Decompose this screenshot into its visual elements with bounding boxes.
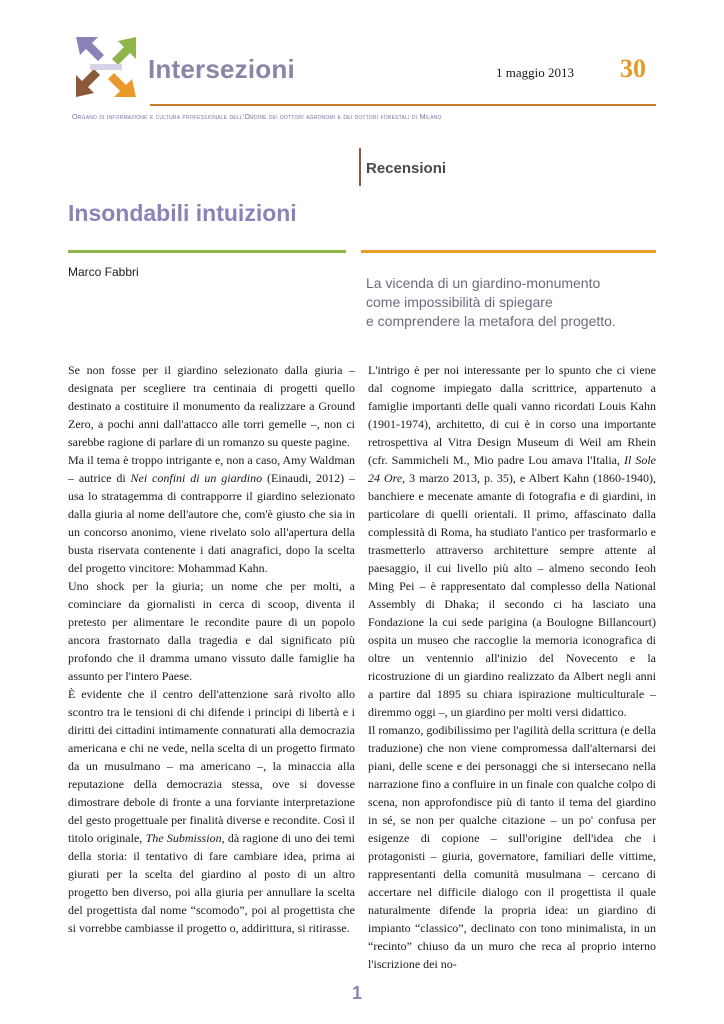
newspaper-title: Il Sole 24 Ore	[368, 453, 656, 485]
brand-title: Intersezioni	[148, 54, 295, 84]
title-rule	[68, 250, 346, 253]
paragraph: L'intrigo è per noi interessante per lo spunto che ci viene dal cognome impiegato dalla scrittrice, appartenuto a famiglie importanti delle quali vanno ricordati Louis Kahn (1901-1974), architetto, di cui è in corso una importante retrospettiva al Vitra Design Museum di Weil am Rhein (cfr. Sammicheli M., Mio padre Lou amava l'Italia, Il Sole 24 Ore, 3 marzo 2013, p. 35), e Albert Kahn (1860-1940), banchiere e mecenate amante di fotografia e di giardini, in particolare di quelli orientali. Il primo, affascinato dalla complessità di Roma, ha studiato l'antico per trasformarlo e trasmetterlo attraverso architetture sempre attente al paesaggio, il cui livello più alto – almeno secondo Ieoh Ming Pei – è rappresentato dal complesso della National Assembly di Dhaka; il secondo ci ha lasciato una Fondazione la cui sede parigina (a Boulogne Billancourt) ospita un museo che raccoglie la memoria iconografica di oltre un ventennio all'inizio del Novecento e la ricostruzione di un giardino realizzato da Albert negli anni a partire dal 1895 su chiara ispirazione multiculturale – diremmo oggi –, un giardino per molti versi didattico.	[368, 363, 657, 719]
body-column-left	[68, 361, 355, 937]
intersezioni-logo-icon	[72, 33, 140, 101]
header-rule	[150, 104, 656, 106]
book-title: Nei confini di un giardino	[130, 471, 263, 485]
paragraph: Il romanzo, godibilissimo per l'agilità della scrittura (e della traduzione) che non viene compromessa dall'alternarsi dei piani, delle scene e dei personaggi che si intersecano nella narrazione fino a confluire in un finale con qualche colpo di scena, non approfondisce più di tanto il tema del giardino in sé, se non per qualche citazione – un po' confusa per esigenze di copione – sull'origine dell'idea che i protagonisti – giuria, governatore, familiari delle vittime, rappresentanti della comunità musulmana – cercano di accertare nel difficile dialogo con il progettista il quale naturalmente difende la propria idea: un giardino di impianto “classico”, declinato con tono minimalista, in un “recinto” chiuso da un muro che reca al proprio interno l'iscrizione dei no-	[368, 723, 656, 971]
issue-date: 1 maggio 2013	[496, 65, 574, 80]
article-subtitle	[366, 274, 658, 331]
article-title: Insondabili intuizioni	[68, 200, 297, 226]
subtitle-rule	[361, 250, 656, 253]
issue-number: 30	[620, 54, 646, 83]
article-author: Marco Fabbri	[68, 265, 139, 279]
paragraph: È evidente che il centro dell'attenzione sarà rivolto allo scontro tra le tensioni di chi difende i principi di libertà e i diritti dei cittadini intimamente connaturati alla democrazia americana e chi ne vede, nella scelta di un progetto firmato da un musulmano – ma americano –, la minaccia alla reputazione della democrazia stessa, ove si dovesse dimostrare debole di fronte a una forviante interpretazione del gesto progettuale per finalità diverse e recondite. Così il titolo originale, The Submission, dà ragione di uno dei temi della storia: il tentativo di fare cambiare idea, prima ai giurati per la scelta del giardino al posto di un altro progetto ben diverso, poi alla giuria per annullare la scelta del progettista dal nome “scomodo”, poi al progettista che si vorrebbe cambiasse il progetto o, addirittura, si ritirasse.	[68, 687, 355, 935]
page-number: 1	[352, 983, 363, 1003]
organization-tagline: Organo di informazione e cultura professionale dell'Ordine dei dottori agronomi e dei dottori forestali di Milano	[72, 112, 442, 121]
paragraph: Se non fosse per il giardino selezionato dalla giuria – designata per scegliere tra centinaia di progetti quello destinato a costituire il monumento da realizzare a Ground Zero, a pochi anni dall'attacco alle torri gemelle –, non ci sarebbe ragione di parlare di un romanzo su queste pagine.	[68, 363, 355, 449]
original-title: The Submission	[145, 831, 222, 845]
subtitle-line: e comprendere la metafora del progetto.	[366, 313, 616, 329]
paragraph: Uno shock per la giuria; un nome che per molti, a cominciare da giornalisti in cerca di scoop, diventa il pretesto per alimentare le recondite paure di un popolo ancora frastornato dalla tragedia e dal significato più profondo che il dramma umano vissuto dalle famiglie ha assunto per l'intero Paese.	[68, 579, 355, 683]
section-marker	[359, 148, 361, 186]
subtitle-line: La vicenda di un giardino-monumento	[366, 275, 601, 291]
subtitle-line: come impossibilità di spiegare	[366, 294, 553, 310]
paragraph: Ma il tema è troppo intrigante e, non a caso, Amy Waldman – autrice di Nei confini di un giardino (Einaudi, 2012) – usa lo stratagemma di contrapporre il giardino selezionato dalla giuria al nome dell'autore che, com'è giusto che sia in un concorso anonimo, viene rivelato solo all'apertura della busta riservata contenente i dati anagrafici, dopo la scelta del progetto vincitore: Mohammad Kahn.	[68, 453, 355, 575]
section-label: Recensioni	[366, 160, 447, 177]
body-column-right	[368, 361, 656, 973]
